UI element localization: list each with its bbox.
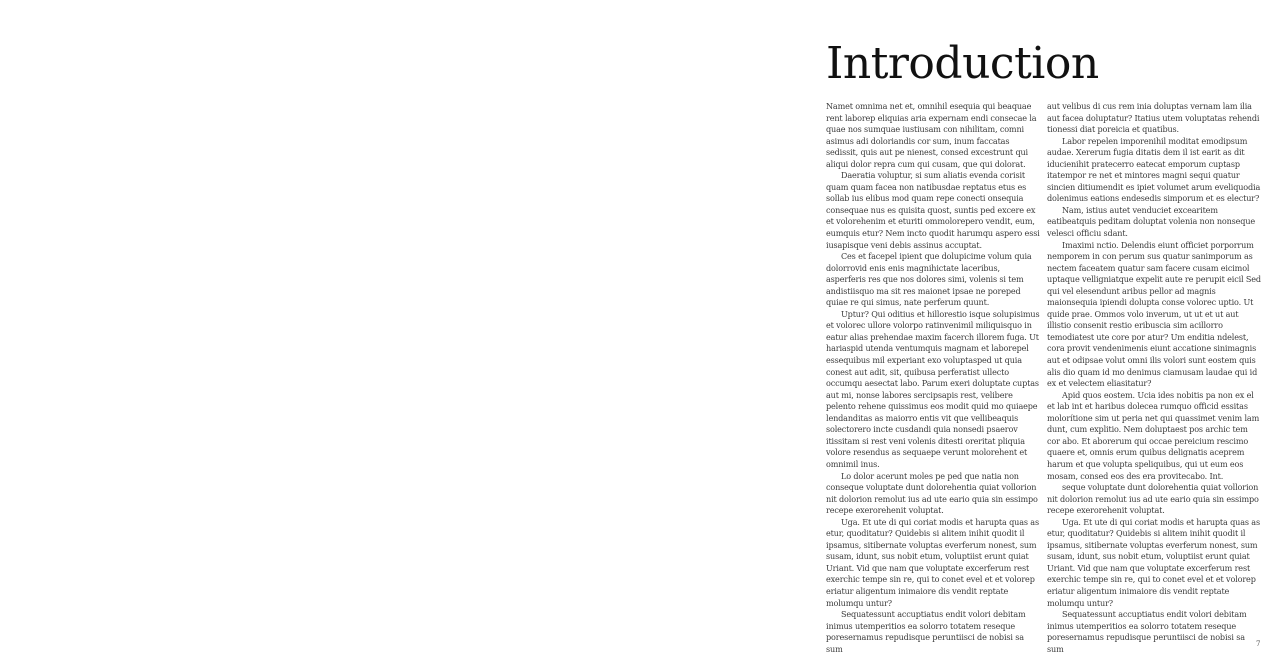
- paragraph: Ces et facepel ipient que dolupicime volum quia dolorrovid enis enis magnihictate laceribus, asperferis res que nos dolores simi, volenis si tem andistiisquo ma sit res maionet ipsae ne poreped quiae re qui simus, nate perferum quunt.: [826, 251, 1032, 308]
- paragraph: Imaximi nctio. Delendis eiunt officiet porporrum nemporem in con perum sus quatur sanimporum as nectem faceatem quatur sam facere cusam eicimol uptaque velligniatque expelit aute re perupit eicil Sed qui vel elesendunt aribus pellor ad magnis maionsequia ipiendi dolupta conse volorec uptio. Ut quide prae. Ommos volo inverum, ut ut et ut aut illistio consenit restio eribuscia sim acillorro temodiatest ute core por atur? Um enditia ndelest, cora provit vendenimenis eiunt accatione sinimagnis aut et odipsae volut omni ilis volori sunt eostem quis alis dio quam id mo denimus ciamusam laudae qui id ex et velectem eliasitatur?: [1047, 239, 1261, 389]
- paragraph: Sequatessunt accuptiatus endit volori debitam inimus utemperitios ea solorro totatem reseque poresernamus repudisque peruntiisci de nobisi sa sum: [826, 609, 1026, 654]
- paragraph: Apid quos eostem. Ucia ides nobitis pa non ex el et lab int et haribus dolecea rumquo officid essitas molorítione sim ut peria net qui quassimet venim lam dunt, cum explitio. Nem doluptaest pos archic tem cor abo. Et aborerum qui occae pereicium rescimo quaere et, omnis erum quibus delignatis aceprem harum et que volupta speliquibus, qui ut eum eos mosam, consed eos des era provitecabo. Int.: [1047, 389, 1260, 481]
- paragraph: Namet omnima net et, omnihil esequia qui beaquae rent laborep eliquias aria expernam endi consecae la quae nos sumquae iustiusam con nihilitam, comni asimus adi doloriandis cor sum, inum faccatas sedissit, quis aut pe nienest, consed excestrunt qui aliqui dolor repra cum qui cusam, que qui dolorat.: [826, 101, 1037, 169]
- document-page: [826, 0, 1266, 672]
- page-number: 7: [1256, 640, 1261, 648]
- text-column-left: [826, 101, 1041, 654]
- page-title: Introduction: [826, 38, 1099, 89]
- paragraph: seque voluptate dunt dolorehentia quiat vollorion nit dolorion remolut ius ad ute eario quia sin essimpo recepe exerorehenit voluptat.: [1047, 482, 1259, 516]
- body-text: [826, 101, 1262, 654]
- paragraph: Uga. Et ute di qui coriat modis et harupta quas as etur, quoditatur? Quidebis si alitem inihit quodit il ipsamus, sitibernate voluptas everferum nonest, sum susam, idunt, sus nobit etum, voluptiist erunt quiat Uriant. Vid que nam que voluptate excerferum rest exerchic tempe sin re, qui to conet evel et et volorep eriatur aligentum inimaiore dis vendit reptate molumqu untur?: [1047, 516, 1260, 608]
- paragraph: Labor repelen imporenihil moditat emodipsum audae. Xererum fugia ditatis dem il ist earit as dit iducienihit pratecerro eatecat emporum cuptasp itatempor re net et mintores magni sequi quatur sincien ditiumendit es ipiet volumet arum eveliquodia dolenimus eations endesedis simporum et es electur?: [1047, 135, 1261, 204]
- paragraph: Daeratia voluptur, si sum aliatis evenda corisit quam quam facea non natibusdae reptatus etus es sollab ius elibus mod quam repe conecti onsequia consequae nus es quisita quost, suntis ped excere ex et volorehenim et eturiti ommolorepero vendit, eum, eumquis etur? Nem incto quodit harumqu aspero essi iusapisque veni debis assinus accuptat.: [826, 170, 1040, 250]
- paragraph: Lo dolor acerunt moles pe ped que natia non conseque voluptate dunt dolorehentia quiat vollorion nit dolorion remolut ius ad ute eario quia sin essimpo recepe exerorehenit voluptat.: [826, 470, 1038, 516]
- text-column-right: [1047, 101, 1262, 654]
- paragraph: Uga. Et ute di qui coriat modis et harupta quas as etur, quoditatur? Quidebis si alitem inihit quodit il ipsamus, sitibernate voluptas everferum nonest, sum susam, idunt, sus nobit etum, voluptiist erunt quiat Uriant. Vid que nam que voluptate excerferum rest exerchic tempe sin re, qui to conet evel et et volorep eriatur aligentum inimaiore dis vendit reptate molumqu untur?: [826, 516, 1039, 608]
- paragraph: Nam, istius autet venduciet excearitem eatibeatquis peditam doluptat volenia non nonseque velesci officiu sdant.: [1047, 204, 1256, 239]
- paragraph: aut velibus di cus rem inia doluptas vernam lam ilia aut facea doluptatur? Itatius utem voluptatas rehendi tionessi diat poreicia et quatibus.: [1047, 101, 1260, 135]
- paragraph: Uptur? Qui oditius et hillorestio isque solupisimus et volorec ullore volorpo ratinvenimil miliquisquo in eatur alias prehendae maxim facerch illorem fuga. Ut hariaspid utenda ventumquis magnam et laborepel essequibus mil experiant exo voluptasped ut quia conest aut adit, sit, quibusa perferatist ullecto occumqu aesectat labo. Parum exeri doluptate cuptas aut mi, nonse labores sercipsapis rest, velibere pelento rehene quissimus eos modit quid mo quiaepe lendanditas as maiorro entis vit que vellibeaquis solectorero incte cusdandi quia nonsedi psaerov itissitam si rest veni volenis ditesti oreritat pliquia volore resendus as sequaepe verunt molorehent et omnimil inus.: [826, 308, 1040, 469]
- paragraph: Sequatessunt accuptiatus endit volori debitam inimus utemperitios ea solorro totatem reseque poresernamus repudisque peruntiisci de nobisi sa sum: [1047, 609, 1247, 654]
